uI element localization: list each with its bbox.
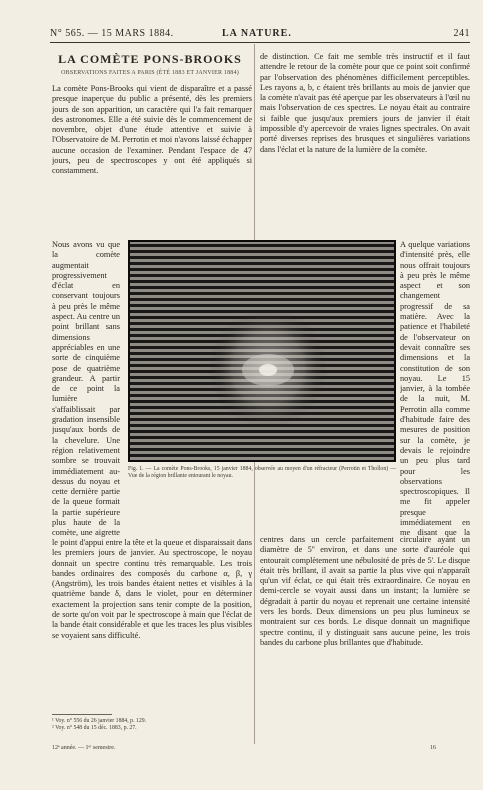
journal-title: LA NATURE.: [222, 28, 292, 39]
footnotes: [52, 718, 252, 732]
footnote-2: ² Voy. n° 548 du 15 déc. 1883, p. 27.: [52, 725, 137, 732]
comet-engraving: [128, 240, 396, 462]
volume-signature: 12ᵉ année. — 1ᵉʳ semestre.: [52, 745, 116, 751]
comet-illustration: [128, 240, 396, 462]
footnote-1: ¹ Voy. n° 556 du 26 janvier 1884, p. 129.: [52, 718, 147, 724]
left-column-bottom-text: le point d'appui entre la tête et la queue et disparaissait dans les premiers jours de janvier. Au spectroscope, le noyau donnait un spectre continu très remarquable. Les trois bandes ordinaires des composés du carbone α, β, γ (Angström), les trois bandes étaient nettes et visibles à la quatrième bande δ, dans le violet, pour en déterminer exactement la projection sans tenir compte de la position, de sorte qu'on voit par le spectroscope à main que l'éclat de la bande était considérable et que les traces les plus visibles se voyaient sans difficulté.: [52, 538, 252, 640]
right-column-top-text: de distinction. Ce fait me semble très instructif et il faut attendre le retour de la comète pour que ce point soit confirmé par l'observation des phénomènes difficilement perceptibles. Les rayons a, b, c étaient très brillants au mois de janvier que la comète n'avait pas été aperçue par les observateurs à l'œil nu mais l'observation de ces spectres. Le noyau était au contraire si faible que jusqu'aux premiers jours de janvier il était impossible d'y apercevoir de vraies lignes spectrales. On avait porté diverses reprises des brusques et singulières variations dans l'éclat et la nature de la lumière de la comète.: [260, 52, 470, 154]
issue-number: N° 565. — 15 MARS 1884.: [50, 28, 174, 39]
article-title: LA COMÈTE PONS-BROOKS: [58, 52, 242, 66]
article-subtitle: OBSERVATIONS FAITES A PARIS (ÉTÉ 1883 ET JANVIER 1884): [61, 70, 239, 76]
right-column-narrow-text: A quelque variations d'intensité près, elle nous offrait toujours à peu près le même aspect et son changement progressif de sa matière. Avec la patience et l'habileté de l'observateur on devait connaître ses dimensions et la constitution de son noyau. Le 15 janvier, à la tombée de la nuit, M. Perrotin alla comme d'habitude faire des mesures de position sur la comète, je devais le rejoindre un peu plus tard pour les observations spectroscopiques. Il me fit appeler presque immédiatement en me disant que la: [400, 240, 470, 538]
left-column-narrow-text: Nous avons vu que la comète augmentait progressivement d'éclat en conservant toujours à peu près le même aspect. Au centre un point brillant sans dimensions appréciables en une sorte de cinquième pose de quatrième grandeur. A partir de ce point la lumière s'affaiblissait par gradation insensible jusqu'aux bords de la chevelure. Une région relativement sombre se trouvait immédiatement au-dessus du noyau et cette dernière partie de la queue formait la partie supérieure plus haute de la comète, une aigrette: [52, 240, 120, 538]
running-header: [50, 28, 470, 42]
signature-mark: 16: [430, 745, 436, 751]
footnote-rule: [52, 714, 112, 715]
page-number: 241: [453, 28, 470, 39]
header-rule: [50, 42, 470, 43]
right-column-bottom-text: centres dans un cercle parfaitement circulaire ayant un diamètre de 5'' environ, et dans une sorte d'auréole qui entourait complètement une nébulosité de près de 5'. Le disque était très brillant, il avait sa partie la plus vive qui n'apparaît qu'un vif éclat, ce qui était très extraordinaire. Ce noyau en demi-cercle se voyait aussi dans un instant; la lumière se dégradait à partir du noyau et reprenait une certaine intensité vers les bords. Deux dimensions un peu plus lumineux se montraient sur ces bords. Le disque donnait un magnifique spectre continu, il y distinguait sans aucune peine, les trois bandes du carbone plus brillantes que d'habitude.: [260, 535, 470, 647]
left-column-top-text: La comète Pons-Brooks qui vient de disparaître et a passé presque inaperçue du public a présenté, dès les premiers jours de son apparition, un caractère qui l'a fait remarquer des astronomes. Elle a été suivie dès le commencement de novembre, objet d'une étude attentive et suivie à l'Observatoire de M. Perrotin et moi n'avons laissé échapper aucune occasion de l'examiner. Pendant l'espace de 47 jours, peu de spectroscopes y ont été appliqués si constamment.: [52, 84, 252, 176]
figure-caption: Fig. 1. — La comète Pons-Brooks, 15 janvier 1884, observée au moyen d'un réfracteur (Perrotin et Thollon) — Vue de la région brillante entourant le noyau.: [128, 466, 396, 479]
